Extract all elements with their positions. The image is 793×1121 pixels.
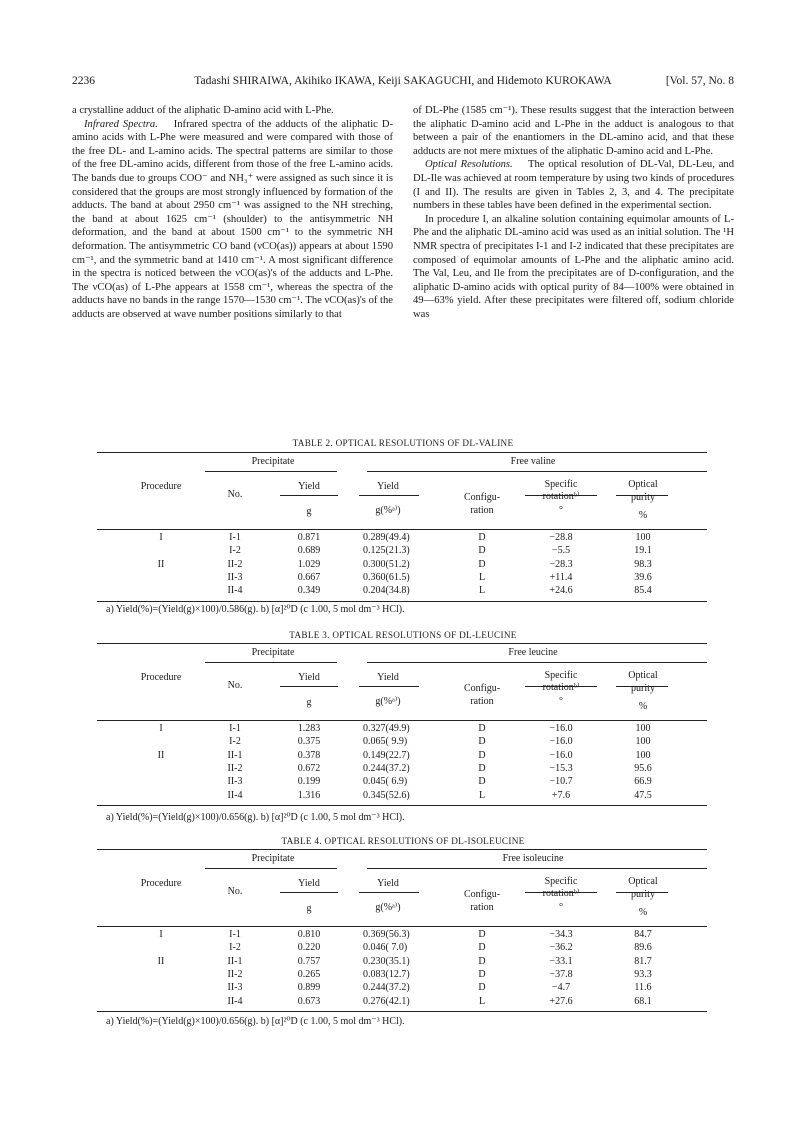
cell-optical-purity: 89.6 bbox=[634, 942, 652, 954]
cell-rotation: −36.2 bbox=[549, 942, 573, 954]
cell-yield-pct: 0.065( 9.9) bbox=[363, 736, 408, 748]
cell-yield-g: 0.689 bbox=[297, 545, 321, 557]
cell-procedure: I bbox=[159, 723, 163, 734]
table-header-rule bbox=[97, 720, 707, 721]
header-unit-degree: ° bbox=[559, 696, 563, 707]
header-procedure: Procedure bbox=[140, 481, 182, 492]
paragraph-infrared bbox=[72, 118, 393, 322]
table-caption: TABLE 4. OPTICAL RESOLUTIONS OF DL-ISOLEUCINE bbox=[281, 836, 525, 846]
cell-procedure: II bbox=[157, 558, 165, 570]
cell-yield-pct: 0.204(34.8) bbox=[363, 585, 410, 597]
cell-yield-pct: 0.046( 7.0) bbox=[363, 942, 408, 954]
paragraph: In procedure I, an alkaline solution containing equimolar amounts of L-Phe and the aliphatic DL-amino acid was used as an initial solution. The ¹H NMR spectra of precipitates I-1 and I-2 indicated that these precipitates are composed of equimolar amounts of L-Phe and the aliphatic amino acid. The Val, Leu, and Ile from the precipitates are of D-configuration, and the aliphatic D-amino acids with optical purity of 84—100% were obtained in 49—63% yield. After these precipitates were filtered off, sodium chloride was bbox=[413, 213, 734, 320]
cell-yield-pct: 0.149(22.7) bbox=[363, 749, 410, 761]
cell-procedure: II bbox=[157, 955, 165, 967]
header-yield: Yield bbox=[377, 481, 399, 492]
header-optical-purity: purity bbox=[631, 889, 655, 900]
right-column bbox=[413, 104, 734, 322]
cell-configuration: D bbox=[478, 955, 486, 967]
cell-optical-purity: 39.6 bbox=[634, 571, 652, 583]
table-footnote: a) Yield(%)=(Yield(g)×100)/0.656(g). b) [α]²⁰D (c 1.00, 5 mol dm⁻³ HCl). bbox=[106, 812, 405, 823]
header-configuration: Configu- bbox=[463, 492, 501, 503]
table-bottom-rule bbox=[97, 601, 707, 602]
cell-configuration: L bbox=[478, 789, 486, 801]
cell-configuration: D bbox=[478, 545, 486, 557]
cell-yield-g: 0.673 bbox=[297, 995, 321, 1007]
cell-precipitate-no: I-1 bbox=[229, 723, 241, 734]
cell-precipitate-no: II-3 bbox=[227, 776, 243, 788]
cell-yield-g: 0.871 bbox=[297, 532, 321, 543]
cell-optical-purity: 95.6 bbox=[634, 762, 652, 774]
cell-yield-pct: 0.327(49.9) bbox=[363, 723, 410, 734]
header-yield: Yield bbox=[377, 672, 399, 683]
header-optical-purity: purity bbox=[631, 492, 655, 503]
cell-yield-g: 0.757 bbox=[297, 955, 321, 967]
cell-precipitate-no: II-3 bbox=[227, 571, 243, 583]
cell-rotation: −16.0 bbox=[549, 723, 573, 734]
cell-yield-pct: 0.360(61.5) bbox=[363, 571, 410, 583]
header-configuration: Configu- bbox=[463, 683, 501, 694]
yield-g-rule bbox=[280, 686, 338, 687]
cell-precipitate-no: II-1 bbox=[227, 749, 243, 761]
cell-precipitate-no: II-2 bbox=[227, 968, 243, 980]
cell-rotation: +24.6 bbox=[549, 585, 573, 597]
cell-rotation: −15.3 bbox=[549, 762, 573, 774]
cell-optical-purity: 100 bbox=[635, 736, 651, 748]
cell-yield-pct: 0.045( 6.9) bbox=[363, 776, 408, 788]
cell-precipitate-no: I-2 bbox=[229, 545, 241, 557]
cell-precipitate-no: I-2 bbox=[229, 736, 241, 748]
cell-rotation: −28.3 bbox=[549, 558, 573, 570]
header-unit-pct: % bbox=[638, 510, 648, 521]
header-unit-degree: ° bbox=[559, 505, 563, 516]
cell-yield-pct: 0.230(35.1) bbox=[363, 955, 410, 967]
page-number: 2236 bbox=[72, 75, 95, 87]
cell-yield-pct: 0.244(37.2) bbox=[363, 982, 410, 994]
cell-configuration: L bbox=[478, 995, 486, 1007]
header-optical-purity: Optical bbox=[628, 670, 658, 681]
cell-configuration: D bbox=[478, 558, 486, 570]
yield-pct-rule bbox=[359, 892, 419, 893]
header-configuration: ration bbox=[470, 902, 494, 913]
cell-yield-g: 1.029 bbox=[297, 558, 321, 570]
cell-yield-g: 0.199 bbox=[297, 776, 321, 788]
cell-optical-purity: 93.3 bbox=[634, 968, 652, 980]
cell-optical-purity: 66.9 bbox=[634, 776, 652, 788]
cell-yield-g: 0.265 bbox=[297, 968, 321, 980]
cell-precipitate-no: II-4 bbox=[227, 789, 243, 801]
table-top-rule bbox=[97, 643, 707, 644]
yield-g-rule bbox=[280, 892, 338, 893]
cell-rotation: +11.4 bbox=[549, 571, 573, 583]
header-procedure: Procedure bbox=[140, 878, 182, 889]
cell-yield-g: 0.378 bbox=[297, 749, 321, 761]
cell-optical-purity: 11.6 bbox=[634, 982, 652, 994]
cell-yield-pct: 0.289(49.4) bbox=[363, 532, 410, 543]
cell-rotation: −37.8 bbox=[549, 968, 573, 980]
header-specific-rotation: rotationᵇ⁾ bbox=[542, 888, 580, 899]
cell-yield-pct: 0.345(52.6) bbox=[363, 789, 410, 801]
header-optical-purity: Optical bbox=[628, 876, 658, 887]
cell-rotation: −5.5 bbox=[551, 545, 571, 557]
cell-optical-purity: 100 bbox=[635, 723, 651, 734]
header-volume: [Vol. 57, No. 8 bbox=[665, 75, 734, 87]
cell-rotation: −33.1 bbox=[549, 955, 573, 967]
cell-configuration: D bbox=[478, 736, 486, 748]
cell-optical-purity: 68.1 bbox=[634, 995, 652, 1007]
header-yield: Yield bbox=[298, 481, 320, 492]
cell-optical-purity: 85.4 bbox=[634, 585, 652, 597]
cell-rotation: +27.6 bbox=[549, 995, 573, 1007]
cell-configuration: D bbox=[478, 968, 486, 980]
cell-configuration: D bbox=[478, 942, 486, 954]
header-yield: Yield bbox=[298, 672, 320, 683]
cell-configuration: L bbox=[478, 571, 486, 583]
header-configuration: ration bbox=[470, 505, 494, 516]
cell-optical-purity: 84.7 bbox=[634, 929, 652, 940]
free-acid-rule bbox=[367, 662, 707, 663]
cell-yield-g: 0.810 bbox=[297, 929, 321, 940]
header-precipitate: Precipitate bbox=[251, 853, 295, 864]
paragraph-text: Infrared spectra of the adducts of the aliphatic D-amino acids with L-Phe were measured and were compared with those of the free DL- and L-amino acids. The spectral patterns are similar to those of the free DL-amino acids, different from those of the free L-amino acids. The bands due to groups COO⁻ and NH₃⁺ were assigned as such since it is considered that the groups are most strongly influenced by formation of the adducts. The band at about 2950 cm⁻¹ was assigned to the NH streching, the band at about 1625 cm⁻¹ (shoulder) to the antisymmetric NH deformation, and the band at about 1500 cm⁻¹ to the symmetric NH deformation. The antisymmetric CO band (νCO(as)) appears at about 1590 cm⁻¹, and the symmetric band at 1410 cm⁻¹. A most significant difference in the spectra is noticed between the νCO(as)'s of the adducts and L-Phe. The νCO(as) of L-Phe appears at 1558 cm⁻¹, whereas the spectra of the adducts have no bands in the range 1570—1530 cm⁻¹. The νCO(as)'s of the adducts are observed at wave number positions similarly to that bbox=[72, 118, 394, 320]
header-unit-g: g bbox=[306, 697, 312, 708]
cell-rotation: −34.3 bbox=[549, 929, 573, 940]
cell-precipitate-no: II-2 bbox=[227, 558, 243, 570]
yield-g-rule bbox=[280, 495, 338, 496]
table-caption: TABLE 2. OPTICAL RESOLUTIONS OF DL-VALINE bbox=[292, 438, 514, 448]
cell-procedure: I bbox=[159, 929, 163, 940]
header-optical-purity: Optical bbox=[628, 479, 658, 490]
cell-optical-purity: 100 bbox=[635, 749, 651, 761]
cell-yield-g: 1.316 bbox=[297, 789, 321, 801]
table-top-rule bbox=[97, 452, 707, 453]
cell-rotation: −28.8 bbox=[549, 532, 573, 543]
header-free-acid: Free valine bbox=[510, 456, 556, 467]
header-free-acid: Free leucine bbox=[508, 647, 558, 658]
cell-optical-purity: 47.5 bbox=[634, 789, 652, 801]
header-specific-rotation: Specific bbox=[544, 876, 578, 887]
cell-rotation: −4.7 bbox=[551, 982, 571, 994]
cell-yield-g: 0.667 bbox=[297, 571, 321, 583]
header-configuration: Configu- bbox=[463, 889, 501, 900]
header-unit-pct: % bbox=[638, 907, 648, 918]
cell-precipitate-no: II-2 bbox=[227, 762, 243, 774]
table-bottom-rule bbox=[97, 1011, 707, 1012]
cell-yield-pct: 0.276(42.1) bbox=[363, 995, 410, 1007]
cell-yield-pct: 0.083(12.7) bbox=[363, 968, 410, 980]
header-configuration: ration bbox=[470, 696, 494, 707]
cell-yield-g: 0.672 bbox=[297, 762, 321, 774]
yield-pct-rule bbox=[359, 495, 419, 496]
paragraph: a crystalline adduct of the aliphatic D-amino acid with L-Phe. bbox=[72, 105, 334, 116]
table-header-rule bbox=[97, 529, 707, 530]
cell-precipitate-no: II-4 bbox=[227, 995, 243, 1007]
header-procedure: Procedure bbox=[140, 672, 182, 683]
header-unit-g-pct: g(%ᵃ⁾) bbox=[375, 505, 401, 516]
cell-configuration: D bbox=[478, 982, 486, 994]
cell-configuration: D bbox=[478, 929, 486, 940]
left-column bbox=[72, 104, 393, 322]
cell-configuration: D bbox=[478, 749, 486, 761]
cell-yield-g: 0.349 bbox=[297, 585, 321, 597]
cell-configuration: D bbox=[478, 776, 486, 788]
free-acid-rule bbox=[367, 471, 707, 472]
table-caption: TABLE 3. OPTICAL RESOLUTIONS OF DL-LEUCINE bbox=[289, 630, 517, 640]
section-heading-optical-resolutions: Optical Resolutions. bbox=[425, 159, 513, 171]
header-optical-purity: purity bbox=[631, 683, 655, 694]
cell-precipitate-no: II-1 bbox=[227, 955, 243, 967]
header-precipitate: Precipitate bbox=[251, 647, 295, 658]
cell-optical-purity: 100 bbox=[635, 532, 651, 543]
cell-optical-purity: 19.1 bbox=[634, 545, 652, 557]
header-unit-pct: % bbox=[638, 701, 648, 712]
cell-yield-pct: 0.300(51.2) bbox=[363, 558, 410, 570]
cell-rotation: −16.0 bbox=[549, 736, 573, 748]
cell-configuration: D bbox=[478, 723, 486, 734]
header-yield: Yield bbox=[377, 878, 399, 889]
cell-precipitate-no: I-1 bbox=[229, 532, 241, 543]
precipitate-rule bbox=[205, 868, 337, 869]
header-yield: Yield bbox=[298, 878, 320, 889]
cell-rotation: +7.6 bbox=[551, 789, 571, 801]
cell-yield-g: 0.899 bbox=[297, 982, 321, 994]
cell-yield-g: 1.283 bbox=[297, 723, 321, 734]
table-top-rule bbox=[97, 849, 707, 850]
header-specific-rotation: rotationᵇ⁾ bbox=[542, 682, 580, 693]
cell-yield-g: 0.375 bbox=[297, 736, 321, 748]
header-no: No. bbox=[227, 680, 243, 691]
cell-rotation: −10.7 bbox=[549, 776, 573, 788]
yield-pct-rule bbox=[359, 686, 419, 687]
header-free-acid: Free isoleucine bbox=[502, 853, 564, 864]
cell-yield-pct: 0.125(21.3) bbox=[363, 545, 410, 557]
header-unit-g-pct: g(%ᵃ⁾) bbox=[375, 902, 401, 913]
paragraph-text: The optical resolution of DL-Val, DL-Leu, and DL-Ile was achieved at room temperature by using two kinds of procedures (I and II). The results are given in Tables 2, 3, and 4. The precipitate numbers in these tables have been defined in the experimental section. bbox=[413, 159, 734, 212]
running-header bbox=[72, 75, 734, 91]
header-specific-rotation: Specific bbox=[544, 670, 578, 681]
table-bottom-rule bbox=[97, 805, 707, 806]
precipitate-rule bbox=[205, 471, 337, 472]
header-unit-g: g bbox=[306, 903, 312, 914]
paragraph-optical-resolutions bbox=[413, 158, 734, 212]
cell-configuration: D bbox=[478, 762, 486, 774]
cell-rotation: −16.0 bbox=[549, 749, 573, 761]
header-authors: Tadashi SHIRAIWA, Akihiko IKAWA, Keiji SAKAGUCHI, and Hidemoto KUROKAWA bbox=[194, 75, 612, 87]
precipitate-rule bbox=[205, 662, 337, 663]
header-no: No. bbox=[227, 489, 243, 500]
cell-precipitate-no: II-4 bbox=[227, 585, 243, 597]
paragraph: of DL-Phe (1585 cm⁻¹). These results suggest that the interaction between the aliphatic D-amino acid and L-Phe in the adduct is analogous to that between a pair of the enantiomers in the DL-amino acid, and that these adducts are not mere mixtues of the aliphatic D-amino acid and L-Phe. bbox=[413, 105, 734, 157]
header-specific-rotation: rotationᵇ⁾ bbox=[542, 491, 580, 502]
header-unit-degree: ° bbox=[559, 902, 563, 913]
table-footnote: a) Yield(%)=(Yield(g)×100)/0.656(g). b) [α]²⁰D (c 1.00, 5 mol dm⁻³ HCl). bbox=[106, 1016, 405, 1027]
cell-optical-purity: 81.7 bbox=[634, 955, 652, 967]
cell-yield-pct: 0.244(37.2) bbox=[363, 762, 410, 774]
cell-procedure: II bbox=[157, 749, 165, 761]
cell-optical-purity: 98.3 bbox=[634, 558, 652, 570]
header-precipitate: Precipitate bbox=[251, 456, 295, 467]
table-header-rule bbox=[97, 926, 707, 927]
free-acid-rule bbox=[367, 868, 707, 869]
header-specific-rotation: Specific bbox=[544, 479, 578, 490]
header-unit-g-pct: g(%ᵃ⁾) bbox=[375, 696, 401, 707]
header-unit-g: g bbox=[306, 506, 312, 517]
header-no: No. bbox=[227, 886, 243, 897]
table-footnote: a) Yield(%)=(Yield(g)×100)/0.586(g). b) [α]²⁰D (c 1.00, 5 mol dm⁻³ HCl). bbox=[106, 604, 405, 615]
cell-configuration: D bbox=[478, 532, 486, 543]
cell-precipitate-no: I-1 bbox=[229, 929, 241, 940]
cell-configuration: L bbox=[478, 585, 486, 597]
cell-procedure: I bbox=[159, 532, 163, 543]
cell-precipitate-no: II-3 bbox=[227, 982, 243, 994]
cell-yield-pct: 0.369(56.3) bbox=[363, 929, 410, 940]
cell-yield-g: 0.220 bbox=[297, 942, 321, 954]
cell-precipitate-no: I-2 bbox=[229, 942, 241, 954]
section-heading-infrared: Infrared Spectra. bbox=[84, 118, 158, 130]
